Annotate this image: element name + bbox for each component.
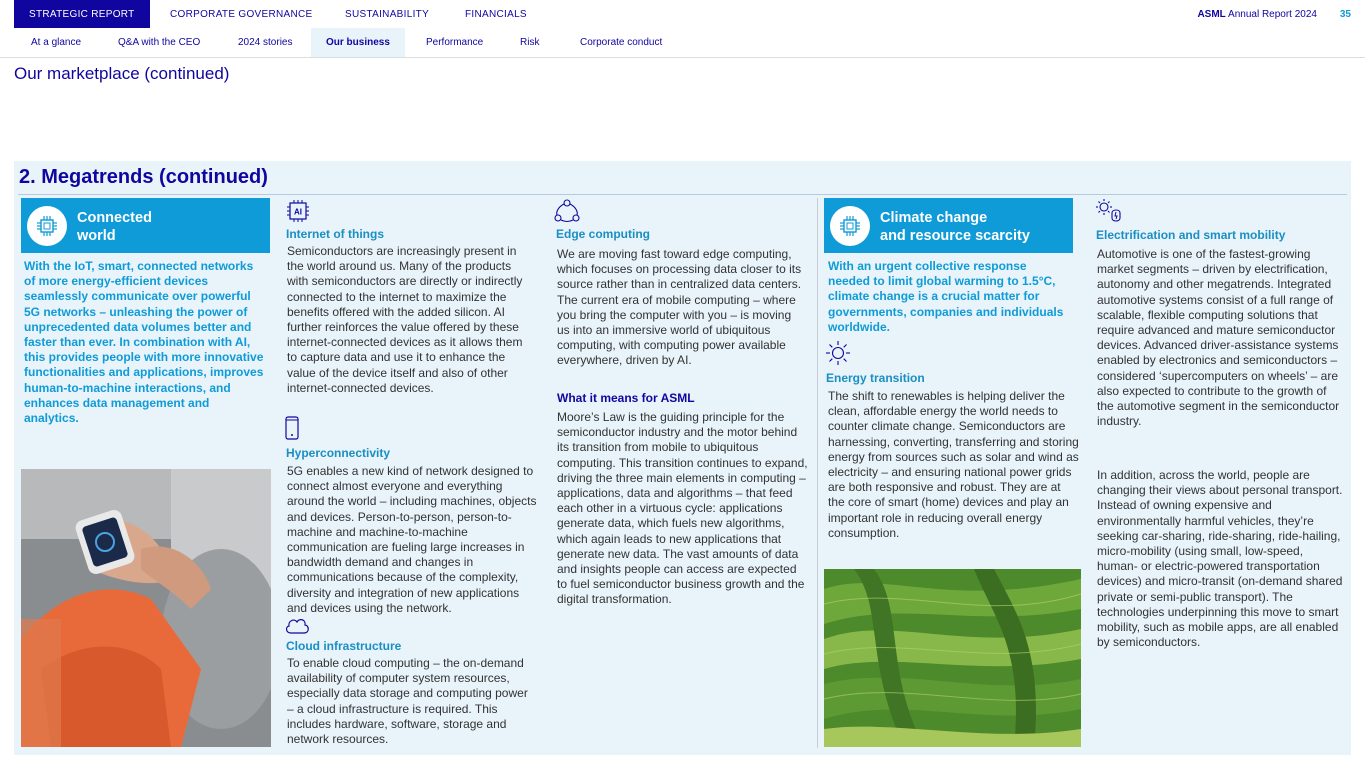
iot-heading: Internet of things — [286, 227, 384, 241]
edge-network-icon — [554, 198, 580, 224]
subtab-qa-ceo[interactable]: Q&A with the CEO — [118, 37, 201, 48]
climate-change-label: Climate change and resource scarcity — [880, 210, 1030, 244]
phone-icon — [284, 416, 300, 440]
climate-change-intro: With an urgent collective response needed to limit global warming to 1.5°C, climate change is a crucial matter for governments, companies and individuals worldwide. — [828, 259, 1064, 334]
chip-icon — [36, 215, 58, 237]
rice-terraces-photo — [824, 569, 1081, 747]
section-rule — [18, 194, 1347, 195]
megatrends-panel — [14, 161, 1351, 755]
mobility-body-2: In addition, across the world, people are changing their views about personal transport. Instead of owning expensive and environmentally harmful vehicles, they’re seeking car-sharing, ride-sharing, ride-hailing, micro-mobility (using small, low-speed, human- or electric-powered transportation devices) and micro-transit (on-demand shared private or semi-public transport). The technologies underpinning this move to smart mobility, such as mobile apps, are all enabled by semiconductors. — [1097, 468, 1343, 650]
climate-change-box — [824, 198, 1073, 253]
subtab-performance[interactable]: Performance — [426, 37, 484, 48]
subtab-corporate-conduct[interactable]: Corporate conduct — [580, 37, 663, 48]
brand-name: ASML — [1197, 9, 1226, 20]
connected-world-box — [21, 198, 270, 253]
report-name: Annual Report 2024 — [1228, 9, 1317, 20]
sun-icon — [825, 340, 851, 366]
edge-body: We are moving fast toward edge computing, which focuses on processing data closer to its source rather than in centralized data centers. The current era of mobile computing – where you bring the computer with you – is moving us into an immersive world of ubiquitous computing, with computing power available everywhere, driven by AI. — [557, 247, 802, 368]
mobility-body-1: Automotive is one of the fastest-growing market segments – driven by electrification, autonomy and other megatrends. Integrated automotive systems consist of a full range of scalable, flexible computing solutions that require advanced and mature semiconductor devices. Advanced driver-assistance systems enabled by electronics and semiconductors – considered ‘supercomputers on wheels’ – are also expected to contribute to the growth of the automotive segment in the semiconductor industry. — [1097, 247, 1340, 429]
top-navigation — [0, 0, 1365, 28]
edge-heading: Edge computing — [556, 227, 650, 241]
report-brand — [1197, 0, 1317, 28]
mobility-heading: Electrification and smart mobility — [1096, 228, 1286, 242]
cloud-icon — [284, 615, 310, 635]
subtab-risk[interactable]: Risk — [520, 37, 540, 48]
tab-corporate-governance[interactable]: CORPORATE GOVERNANCE — [170, 9, 313, 20]
chip-icon-badge — [27, 206, 67, 246]
hyperconnectivity-body: 5G enables a new kind of network designed to connect almost everyone and everything around the world – including machines, objects and devices. Person-to-person, person-to-machine and machine-to-machine communication are fueling large increases in bandwidth demand and changes in communications because of the complexity, diversity and integration of new applications and devices using the network. — [287, 464, 537, 615]
iot-body: Semiconductors are increasingly present in the world around us. Many of the products with semiconductors are directly or indirectly connected to the internet to maximize the benefits offered with the added silicon. AI further reinforces the value offered by these internet-connected devices as it allows them to capture data and use it to enhance the value of the device itself and also of other internet-connected devices. — [287, 244, 523, 395]
connected-world-label: Connected world — [77, 210, 152, 244]
tab-sustainability[interactable]: SUSTAINABILITY — [345, 9, 430, 20]
subtab-at-a-glance[interactable]: At a glance — [31, 37, 82, 48]
cloud-body: To enable cloud computing – the on-demand availability of computer system resources, especially data storage and computing power – a cloud infrastructure is required. This includes hardware, software, storage and network resources. — [287, 656, 528, 747]
cloud-heading: Cloud infrastructure — [286, 639, 402, 653]
column-divider — [817, 198, 818, 748]
subtab-our-business[interactable]: Our business — [311, 28, 405, 57]
chip-icon-badge — [830, 206, 870, 246]
page-number: 35 — [1339, 9, 1351, 20]
sub-navigation — [0, 28, 1365, 58]
connected-world-intro: With the IoT, smart, connected networks of more energy-efficient devices seamlessly communicate over powerful 5G networks – unleashing the power of unprecedented data volumes better and faster than ever. In combination with AI, this provides people with more innovative functionalities and applications, improves human-to-machine interactions, and enhances data management and analytics. — [24, 259, 264, 426]
tab-strategic-report[interactable]: STRATEGIC REPORT — [14, 0, 150, 28]
asml-body: Moore’s Law is the guiding principle for the semiconductor industry and the motor behind its transition from mobile to ubiquitous computing. This transition continues to expand, driving the three main elements in computing – applications, data and algorithms – that feed each other in a virtuous cycle: applications generate data, which fuels new algorithms, which again leads to new applications that generate new data. The vast amounts of data and insights people can access are expected to fuel semiconductor business growth and the digital transformation. — [557, 410, 808, 607]
energy-body: The shift to renewables is helping deliver the clean, affordable energy the world needs to counter climate change. Semiconductors are harnessing, converting, transferring and storing energy from sources such as solar and wind as electricity – and ensuring national power grids are both responsive and robust. They are at the core of smart (home) devices and play an important role in reducing overall energy consumption. — [828, 389, 1079, 540]
section-title: 2. Megatrends (continued) — [19, 166, 268, 188]
ai-chip-icon-label: AI — [294, 207, 302, 217]
asml-heading: What it means for ASML — [557, 391, 695, 405]
tab-financials[interactable]: FINANCIALS — [465, 9, 527, 20]
page-title: Our marketplace (continued) — [14, 64, 230, 83]
hyperconnectivity-heading: Hyperconnectivity — [286, 446, 391, 460]
chip-icon — [839, 215, 861, 237]
energy-heading: Energy transition — [826, 371, 925, 385]
electric-mobility-icon — [1095, 198, 1123, 224]
subtab-2024-stories[interactable]: 2024 stories — [238, 37, 293, 48]
smartwatch-photo — [21, 469, 271, 747]
ai-chip-icon — [286, 199, 310, 223]
